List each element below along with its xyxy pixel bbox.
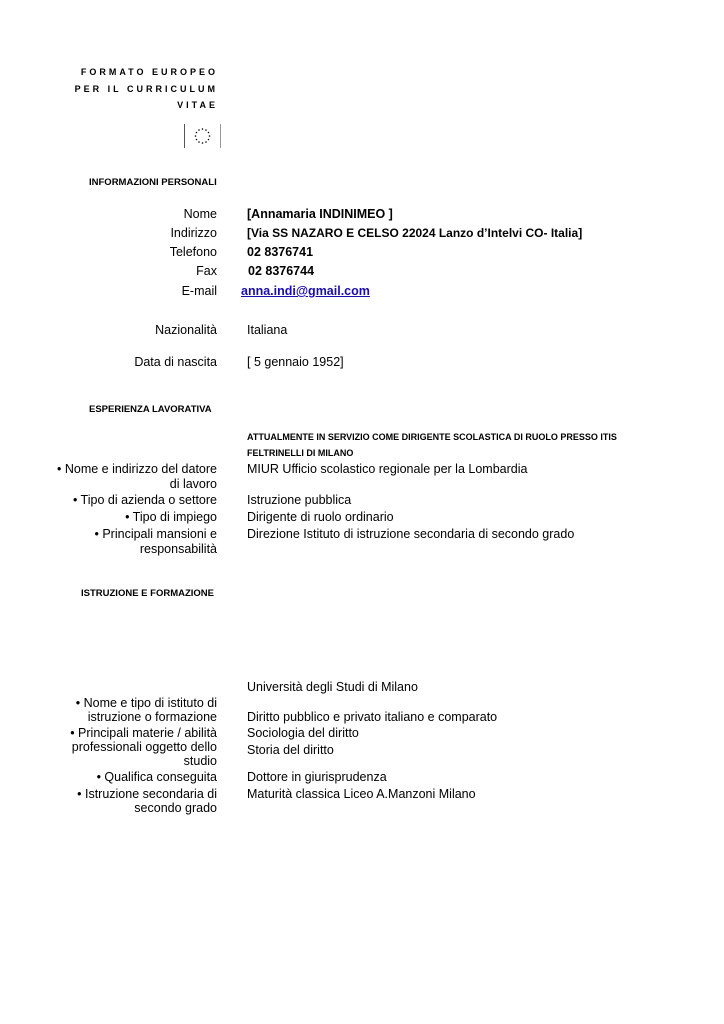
work-current-line-1: ATTUALMENTE IN SERVIZIO COME DIRIGENTE SCOLASTICA DI RUOLO PRESSO ITIS — [247, 432, 617, 442]
label-tipo-impiego: • Tipo di impiego — [125, 510, 217, 524]
eu-flag-logo — [184, 124, 221, 148]
label-datore-1: • Nome e indirizzo del datore — [56, 462, 217, 476]
value-universita: Università degli Studi di Milano — [247, 680, 418, 694]
label-materie-2: professionali oggetto dello — [71, 740, 217, 754]
section-title-personal: INFORMAZIONI PERSONALI — [89, 177, 217, 188]
cv-title-line-3: VITAE — [177, 100, 218, 110]
section-title-work: ESPERIENZA LAVORATIVA — [89, 404, 212, 415]
value-data-nascita: [ 5 gennaio 1952] — [247, 355, 344, 369]
value-materie-2: Storia del diritto — [247, 743, 334, 757]
label-datore-2: di lavoro — [169, 477, 217, 491]
label-nome: Nome — [183, 207, 217, 221]
value-materie-1: Sociologia del diritto — [247, 726, 359, 740]
label-qualifica: • Qualifica conseguita — [96, 770, 217, 784]
label-materie-1: • Principali materie / abilità — [70, 726, 217, 740]
label-indirizzo: Indirizzo — [170, 226, 217, 240]
value-nazionalita: Italiana — [247, 323, 288, 337]
value-telefono: 02 8376741 — [247, 245, 314, 259]
label-istituto-2: istruzione o formazione — [87, 710, 217, 724]
value-indirizzo: [Via SS NAZARO E CELSO 22024 Lanzo d’Intelvi CO- Italia] — [247, 226, 583, 240]
label-email: E-mail — [181, 284, 217, 298]
section-title-education: ISTRUZIONE E FORMAZIONE — [81, 588, 214, 599]
label-mansioni-2: responsabilità — [139, 542, 217, 556]
value-qualifica: Dottore in giurisprudenza — [247, 770, 387, 784]
label-secondaria-1: • Istruzione secondaria di — [77, 787, 217, 801]
label-nazionalita: Nazionalità — [155, 323, 217, 337]
label-materie-3: studio — [183, 754, 217, 768]
label-tipo-azienda: • Tipo di azienda o settore — [72, 493, 217, 507]
label-secondaria-2: secondo grado — [134, 801, 217, 815]
value-mansioni: Direzione Istituto di istruzione secondaria di secondo grado — [247, 527, 575, 541]
label-mansioni-1: • Principali mansioni e — [94, 527, 217, 541]
value-datore: MIUR Ufficio scolastico regionale per la Lombardia — [247, 462, 528, 476]
value-tipo-azienda: Istruzione pubblica — [247, 493, 352, 507]
value-tipo-impiego: Dirigente di ruolo ordinario — [247, 510, 394, 524]
cv-title-line-2: PER IL CURRICULUM — [74, 84, 218, 94]
label-istituto-1: • Nome e tipo di istituto di — [75, 696, 217, 710]
work-current-line-2: FELTRINELLI DI MILANO — [247, 448, 354, 458]
cv-title-line-1: FORMATO EUROPEO — [80, 67, 218, 77]
email-link[interactable]: anna.indi@gmail.com — [241, 284, 370, 298]
value-fax: 02 8376744 — [248, 264, 315, 278]
label-fax: Fax — [196, 264, 217, 278]
label-telefono: Telefono — [169, 245, 217, 259]
label-data-nascita: Data di nascita — [134, 355, 217, 369]
value-nome: [Annamaria INDINIMEO ] — [247, 207, 393, 221]
value-secondaria: Maturità classica Liceo A.Manzoni Milano — [247, 787, 476, 801]
eu-stars-icon — [185, 124, 220, 148]
value-istituto: Diritto pubblico e privato italiano e comparato — [247, 710, 498, 724]
